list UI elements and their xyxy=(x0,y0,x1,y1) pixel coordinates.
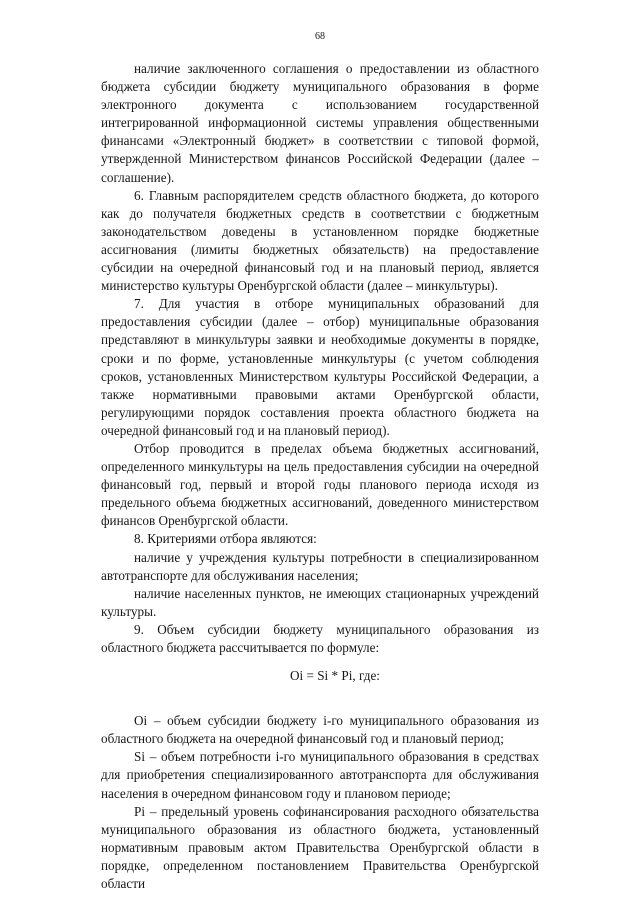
paragraph-criterion-transport: наличие у учреждения культуры потребности в специализированном автотранспорте для обслуживания населения; xyxy=(101,549,539,583)
definition-si: Si – объем потребности i-го муниципального образования в средствах для приобретения специализированного автотранспорта для обслуживания населения в очередном финансовом году и плановом периоде; xyxy=(101,749,539,801)
definition-pi: Pi – предельный уровень софинансирования расходного обязательства муниципального образования из областного бюджета, установленный нормативным правовым актом Правительства Оренбургской области в порядке, определенном постановлением Правительства Оренбургской области xyxy=(101,803,539,892)
formula: Oi = Si * Pi, где: xyxy=(290,668,380,684)
paragraph-agreement: наличие заключенного соглашения о предоставлении из областного бюджета субсидии бюджету муниципального образования в форме электронного документа с использованием государственной интегрированной информационной системы управления общественными финансами «Электронный бюджет» в соответствии с типовой формой, утвержденной Министерством финансов Российской Федерации (далее – соглашение). xyxy=(101,61,539,185)
page-number: 68 xyxy=(315,31,325,42)
definition-oi: Oi – объем субсидии бюджету i-го муниципального образования из областного бюджета на очередной финансовый год и плановый период; xyxy=(101,713,539,747)
paragraph-item-6: 6. Главным распорядителем средств областного бюджета, до которого как до получателя бюджетных средств в соответствии с бюджетным законодательством доведены в установленном порядке бюджетные ассигнования (лимиты бюджетных обязательств) на предоставление субсидии на очередной финансовый год и на плановый период, является министерство культуры Оренбургской области (далее – минкультуры). xyxy=(101,187,539,294)
paragraph-item-8: 8. Критериями отбора являются: xyxy=(134,531,317,547)
paragraph-selection-limits: Отбор проводится в пределах объема бюджетных ассигнований, определенного минкультуры на цель предоставления субсидии на очередной финансовый год, первый и второй годы планового периода исходя из предельного объема бюджетных ассигнований, доведенного министерством финансов Оренбургской области. xyxy=(101,440,539,529)
paragraph-item-7: 7. Для участия в отборе муниципальных образований для предоставления субсидии (далее – отбор) муниципальные образования представляют в минкультуры заявки и необходимые документы в порядке, сроки и по форме, установленные минкультуры (с учетом соблюдения сроков, установленных Министерством культуры Российской Федерации, а также нормативными правовыми актами Оренбургской области, регулирующими порядок составления проекта областного бюджета на очередной финансовый год и на плановый период). xyxy=(101,296,539,438)
paragraph-item-9: 9. Объем субсидии бюджету муниципального образования из областного бюджета рассчитывается по формуле: xyxy=(101,621,539,655)
paragraph-criterion-settlements: наличие населенных пунктов, не имеющих стационарных учреждений культуры. xyxy=(101,585,539,619)
document-body xyxy=(101,60,539,893)
